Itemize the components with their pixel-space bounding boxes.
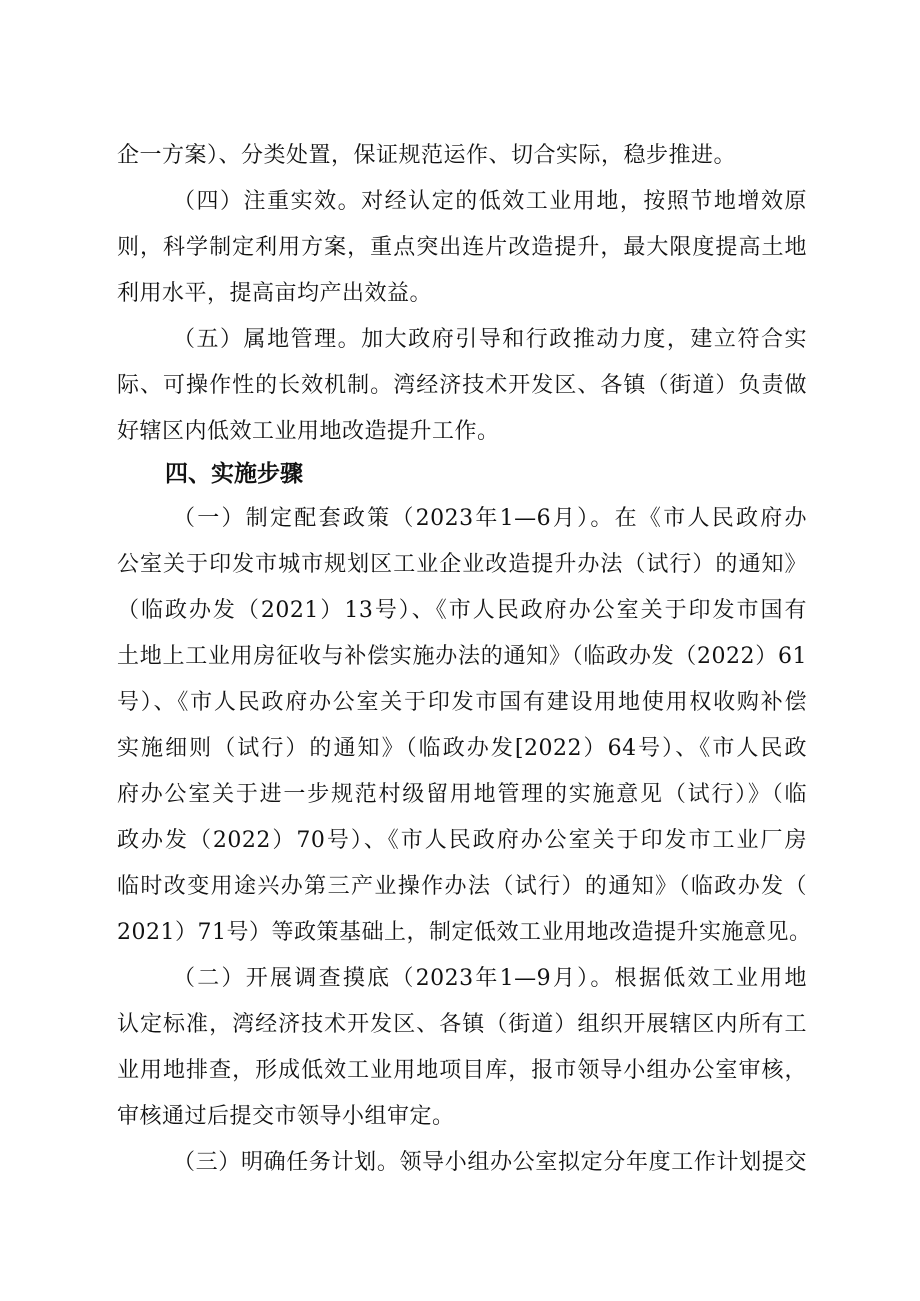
paragraph-line: 业用地排查，形成低效工业用地项目库，报市领导小组办公室审核， [117,1058,807,1083]
paragraph-line: 认定标准，湾经济技术开发区、各镇（街道）组织开展辖区内所有工 [117,1012,807,1037]
section-heading: 四、实施步骤 [165,461,303,487]
paragraph-line: 实施细则（试行）的通知》（临政办发[2022）64号）、《市人民政 [117,736,807,761]
paragraph-line: 公室关于印发市城市规划区工业企业改造提升办法（试行）的通知》 [117,552,807,577]
paragraph-line: （四）注重实效。对经认定的低效工业用地，按照节地增效原 [173,189,807,214]
paragraph-line: 企一方案）、分类处置，保证规范运作、切合实际，稳步推进。 [117,143,737,168]
paragraph-line: 好辖区内低效工业用地改造提升工作。 [117,419,500,444]
paragraph-line: 2021）71号）等政策基础上，制定低效工业用地改造提升实施意见。 [117,920,812,945]
paragraph-line: （三）明确任务计划。领导小组办公室拟定分年度工作计划提交 [173,1150,807,1175]
paragraph-line: 审核通过后提交市领导小组审定。 [117,1104,455,1129]
paragraph-line: 际、可操作性的长效机制。湾经济技术开发区、各镇（街道）负责做 [117,373,807,398]
paragraph-line: 土地上工业用房征收与补偿实施办法的通知》（临政办发（2022）61 [117,644,807,669]
paragraph-line: （一）制定配套政策（2023年1—6月）。在《市人民政府办 [173,506,807,531]
paragraph-line: 则，科学制定利用方案，重点突出连片改造提升，最大限度提高土地 [117,235,807,260]
paragraph-line: 府办公室关于进一步规范村级留用地管理的实施意见（试行）》（临 [117,782,807,807]
paragraph-line: 临时改变用途兴办第三产业操作办法（试行）的通知》（临政办发（ [117,874,807,899]
paragraph-line: （五）属地管理。加大政府引导和行政推动力度，建立符合实 [173,327,807,352]
paragraph-line: 政办发（2022）70号）、《市人民政府办公室关于印发市工业厂房 [117,828,807,853]
paragraph-line: （临政办发（2021）13号）、《市人民政府办公室关于印发市国有 [117,598,807,623]
paragraph-line: （二）开展调查摸底（2023年1—9月）。根据低效工业用地 [173,966,807,991]
paragraph-line: 号）、《市人民政府办公室关于印发市国有建设用地使用权收购补偿 [117,690,807,715]
paragraph-line: 利用水平，提高亩均产出效益。 [117,281,433,306]
